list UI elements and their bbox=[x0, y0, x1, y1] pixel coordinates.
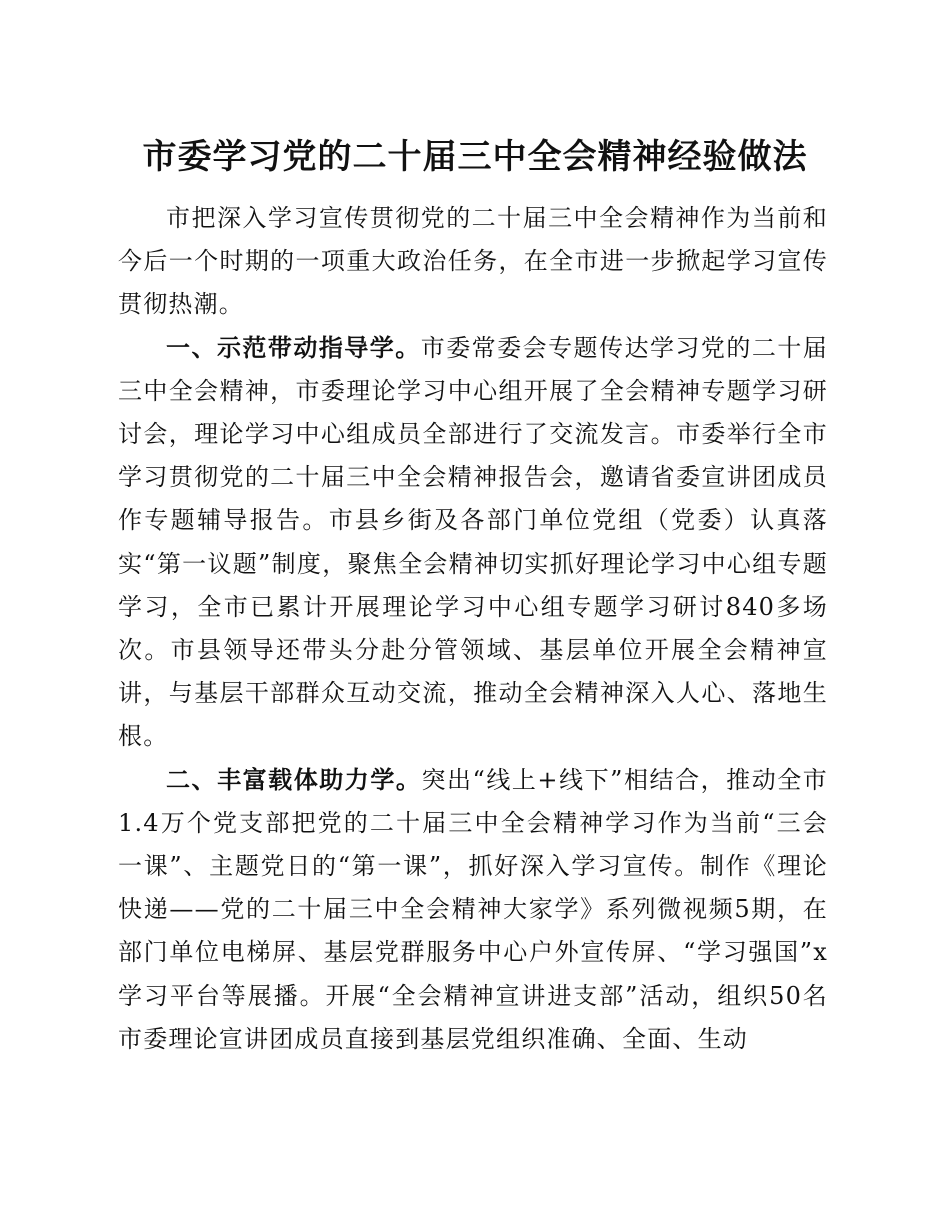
section-paragraph-2 bbox=[118, 759, 828, 1061]
section-text-1: 市委常委会专题传达学习党的二十届三中全会精神，市委理论学习中心组开展了全会精神专题学习研讨会，理论学习中心组成员全部进行了交流发言。市委举行全市学习贯彻党的二十届三中全会精神报告会，邀请省委宣讲团成员作专题辅导报告。市县乡街及各部门单位党组（党委）认真落实“第一议题”制度，聚焦全会精神切实抓好理论学习中心组专题学习，全市已累计开展理论学习中心组专题学习研讨840多场次。市县领导还带头分赴分管领域、基层单位开展全会精神宣讲，与基层干部群众互动交流，推动全会精神深入人心、落地生根。 bbox=[118, 333, 828, 751]
section-heading-2: 二、丰富载体助力学。 bbox=[166, 765, 422, 794]
section-paragraph-1 bbox=[118, 327, 828, 759]
intro-paragraph: 市把深入学习宣传贯彻党的二十届三中全会精神作为当前和今后一个时期的一项重大政治任务，在全市进一步掀起学习宣传贯彻热潮。 bbox=[118, 204, 828, 319]
document-body bbox=[118, 197, 828, 1061]
section-text-2: 突出“线上+线下”相结合，推动全市1.4万个党支部把党的二十届三中全会精神学习作为当前“三会一课”、主题党日的“第一课”，抓好深入学习宣传。制作《理论快递——党的二十届三中全会精神大家学》系列微视频5期，在部门单位电梯屏、基层党群服务中心户外宣传屏、“学习强国”x学习平台等展播。开展“全会精神宣讲进支部”活动，组织50名市委理论宣讲团成员直接到基层党组织准确、全面、生动 bbox=[118, 765, 828, 1053]
section-heading-1: 一、示范带动指导学。 bbox=[166, 333, 421, 362]
document-title: 市委学习党的二十届三中全会精神经验做法 bbox=[142, 137, 808, 177]
